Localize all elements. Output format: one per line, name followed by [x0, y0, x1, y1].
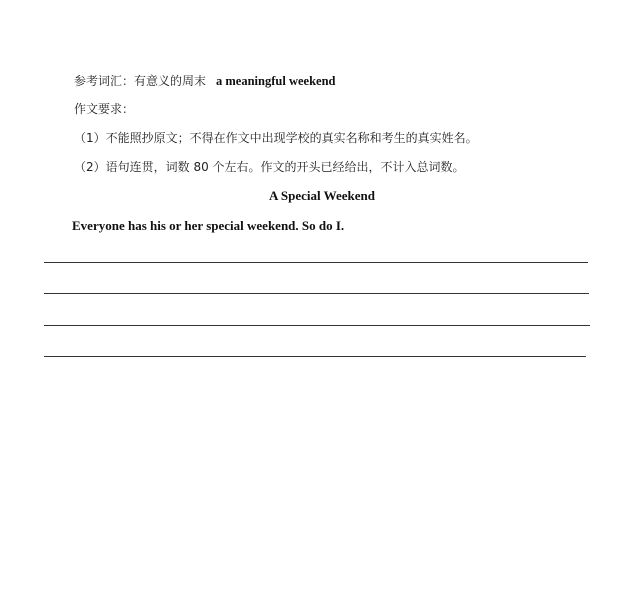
writing-line	[44, 356, 586, 357]
vocabulary-label: 参考词汇：有意义的周末	[74, 74, 207, 88]
writing-line	[44, 293, 589, 294]
reference-vocabulary	[74, 73, 335, 89]
requirements-title: 作文要求：	[74, 102, 135, 116]
writing-line	[44, 325, 590, 326]
vocabulary-english: a meaningful weekend	[216, 74, 336, 88]
requirement-item-2: （2）语句连贯，词数 80 个左右。作文的开头已经给出，不计入总词数。	[74, 160, 465, 174]
essay-opening-sentence: Everyone has his or her special weekend. So do I.	[72, 218, 345, 233]
essay-title: A Special Weekend	[269, 188, 375, 203]
requirement-item-1: （1）不能照抄原文；不得在作文中出现学校的真实名称和考生的真实姓名。	[74, 131, 478, 145]
writing-line	[44, 262, 588, 263]
